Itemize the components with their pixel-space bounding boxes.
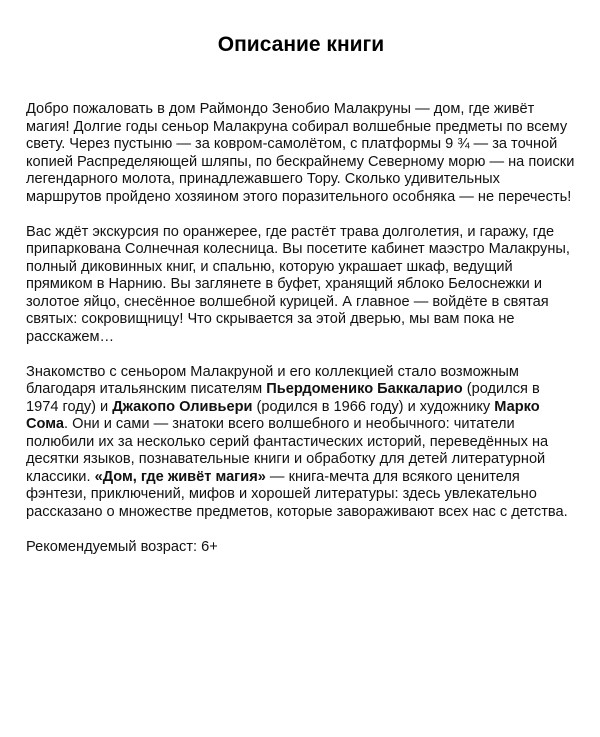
authors-text-1: Знакомство с сеньором Малакруной и его коллекцией стало возможным благодаря итальянским писателям [26, 363, 519, 397]
paragraph-authors [26, 364, 576, 522]
authors-text-4: . Они и сами — знатоки всего волшебного и необычного: читатели полюбили их за несколько серий фантастических историй, переведённых на десятки языков, познавательные книги и обработку для детей литературной классики. [26, 416, 549, 485]
paragraph-intro: Добро пожаловать в дом Раймондо Зенобио Малакруны — дом, где живёт магия! Долгие годы сеньор Малакруна собирал волшебные предметы по всему свету. Через пустыню — за ковром-самолётом, с платформы 9 ¾ — за точной копией Распределяющей шляпы, по бескрайнему Северному морю — на поиски легендарного молота, принадлежавшего Тору. Сколько удивительных маршрутов пройдено хозяином этого поразительного особняка — не перечесть! [26, 101, 575, 205]
paragraph-tour: Вас ждёт экскурсия по оранжерее, где растёт трава долголетия, и гаражу, где припаркована Солнечная колесница. Вы посетите кабинет маэстро Малакруны, полный диковинных книг, и спальню, которую украшает шкаф, ведущий прямиком в Нарнию. Вы заглянете в буфет, хранящий яблоко Белоснежки и золотое яйцо, снесённое волшебной курицей. А главное — войдёте в святая святых: сокровищницу! Что скрывается за этой дверью, мы вам пока не расскажем… [26, 223, 570, 345]
paragraph-age: Рекомендуемый возраст: 6+ [26, 538, 218, 555]
authors-text-5: — книга-мечта для всякого ценителя фэнтези, приключений, мифов и хорошей литературы: здесь увлекательно рассказано о множестве предметов, которые завораживают всех нас с детства. [26, 468, 568, 520]
authors-text-2: (родился в 1974 году) и [26, 381, 540, 415]
author-name-2: Джакопо Оливьери [112, 398, 253, 415]
page-title: Описание книги [217, 33, 385, 56]
authors-text-3: (родился в 1966 году) и художнику [252, 398, 495, 415]
description-body [26, 101, 576, 556]
author-name-1: Пьердоменико Баккаларио [266, 381, 463, 397]
book-title: «Дом, где живёт магия» [94, 468, 266, 485]
illustrator-name: Марко Сома [26, 398, 540, 432]
